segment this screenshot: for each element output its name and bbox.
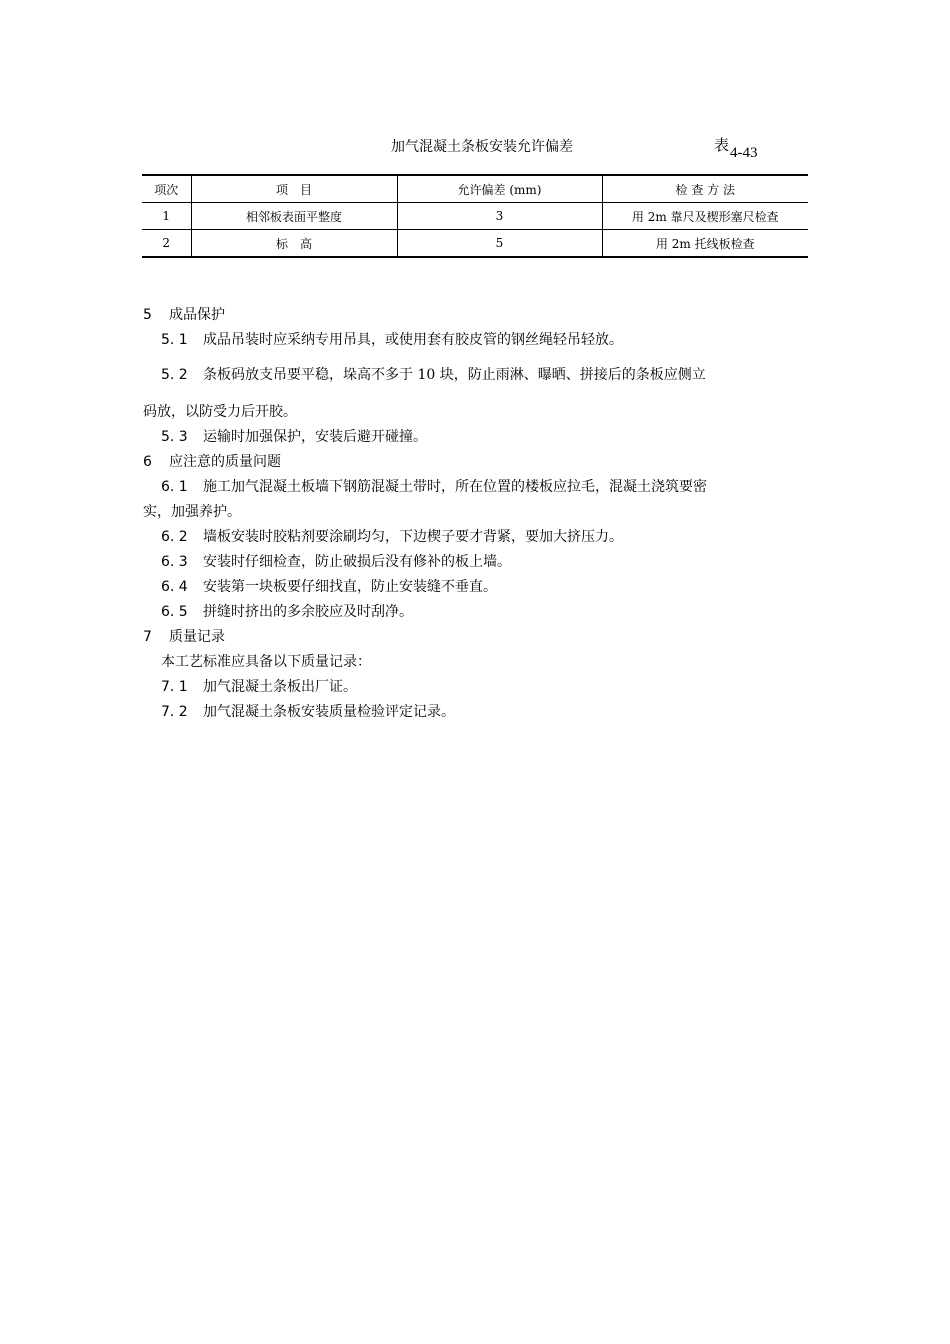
table-number xyxy=(714,134,758,161)
paragraph-6-2 xyxy=(143,525,808,550)
section-number: 6 xyxy=(143,454,152,470)
section-number: 5 xyxy=(143,307,152,323)
section-title: 质量记录 xyxy=(169,629,225,645)
table-cell: 1 xyxy=(142,203,191,230)
paragraph-7-1 xyxy=(143,675,808,700)
section-title: 应注意的质量问题 xyxy=(169,454,281,470)
paragraph-5-1 xyxy=(143,328,808,363)
table-cell: 标 高 xyxy=(191,230,397,258)
table-cell: 5 xyxy=(397,230,602,258)
paragraph-number: 7. 2 xyxy=(161,704,188,720)
table-cell: 相邻板表面平整度 xyxy=(191,203,397,230)
paragraph-5-3 xyxy=(143,425,808,450)
section-heading-5 xyxy=(143,303,808,328)
paragraph-number: 5. 1 xyxy=(161,332,188,348)
header-cell: 允许偏差 (mm) xyxy=(397,175,602,203)
paragraph-text: 施工加气混凝土板墙下钢筋混凝土带时，所在位置的楼板应拉毛，混凝土浇筑要密 xyxy=(203,479,707,495)
body-text xyxy=(143,303,808,725)
paragraph-5-2-continued: 码放，以防受力后开胶。 xyxy=(143,404,297,420)
paragraph-text: 安装第一块板要仔细找直，防止安装缝不垂直。 xyxy=(203,579,497,595)
paragraph-number: 5. 3 xyxy=(161,429,188,445)
section-title: 成品保护 xyxy=(169,307,225,323)
table-number-value: 4-43 xyxy=(730,145,758,161)
paragraph-6-1-continued: 实，加强养护。 xyxy=(143,504,241,520)
paragraph-7-intro: 本工艺标准应具备以下质量记录： xyxy=(161,654,371,670)
table-cell: 2 xyxy=(142,230,191,258)
paragraph-6-1 xyxy=(143,475,808,500)
paragraph-text: 成品吊装时应采纳专用吊具，或使用套有胶皮管的钢丝绳轻吊轻放。 xyxy=(203,332,623,348)
paragraph-number: 6. 4 xyxy=(161,579,188,595)
paragraph-number: 6. 2 xyxy=(161,529,188,545)
section-number: 7 xyxy=(143,629,152,645)
header-cell: 项次 xyxy=(142,175,191,203)
table-caption xyxy=(142,134,808,160)
paragraph-text: 安装时仔细检查，防止破损后没有修补的板上墙。 xyxy=(203,554,511,570)
paragraph-6-5 xyxy=(143,600,808,625)
section-heading-7 xyxy=(143,625,808,650)
paragraph-6-4 xyxy=(143,575,808,600)
paragraph-7-2 xyxy=(143,700,808,725)
paragraph-text: 加气混凝土条板出厂证。 xyxy=(203,679,357,695)
paragraph-number: 7. 1 xyxy=(161,679,188,695)
paragraph-number: 6. 5 xyxy=(161,604,188,620)
paragraph-text: 拼缝时挤出的多余胶应及时刮净。 xyxy=(203,604,413,620)
paragraph-text: 墙板安装时胶粘剂要涂刷均匀，下边楔子要才背紧，要加大挤压力。 xyxy=(203,529,623,545)
paragraph-text: 运输时加强保护，安装后避开碰撞。 xyxy=(203,429,427,445)
table-cell: 用 2m 托线板检查 xyxy=(602,230,808,258)
paragraph-number: 6. 3 xyxy=(161,554,188,570)
header-cell: 项 目 xyxy=(191,175,397,203)
table-header-row xyxy=(142,175,808,203)
paragraph-text: 条板码放支吊要平稳，垛高不多于 10 块，防止雨淋、曝晒、拼接后的条板应侧立 xyxy=(203,367,706,383)
section-heading-6 xyxy=(143,450,808,475)
paragraph-number: 5. 2 xyxy=(161,367,188,383)
header-cell: 检 查 方 法 xyxy=(602,175,808,203)
deviation-table xyxy=(142,174,808,258)
table-number-prefix: 表 xyxy=(714,136,730,154)
paragraph-5-2 xyxy=(143,363,808,400)
table-cell: 3 xyxy=(397,203,602,230)
paragraph-text: 加气混凝土条板安装质量检验评定记录。 xyxy=(203,704,455,720)
paragraph-6-3 xyxy=(143,550,808,575)
table-title: 加气混凝土条板安装允许偏差 xyxy=(391,139,573,155)
table-cell: 用 2m 靠尺及楔形塞尺检查 xyxy=(602,203,808,230)
paragraph-number: 6. 1 xyxy=(161,479,188,495)
table-row xyxy=(142,230,808,258)
table-row xyxy=(142,203,808,230)
